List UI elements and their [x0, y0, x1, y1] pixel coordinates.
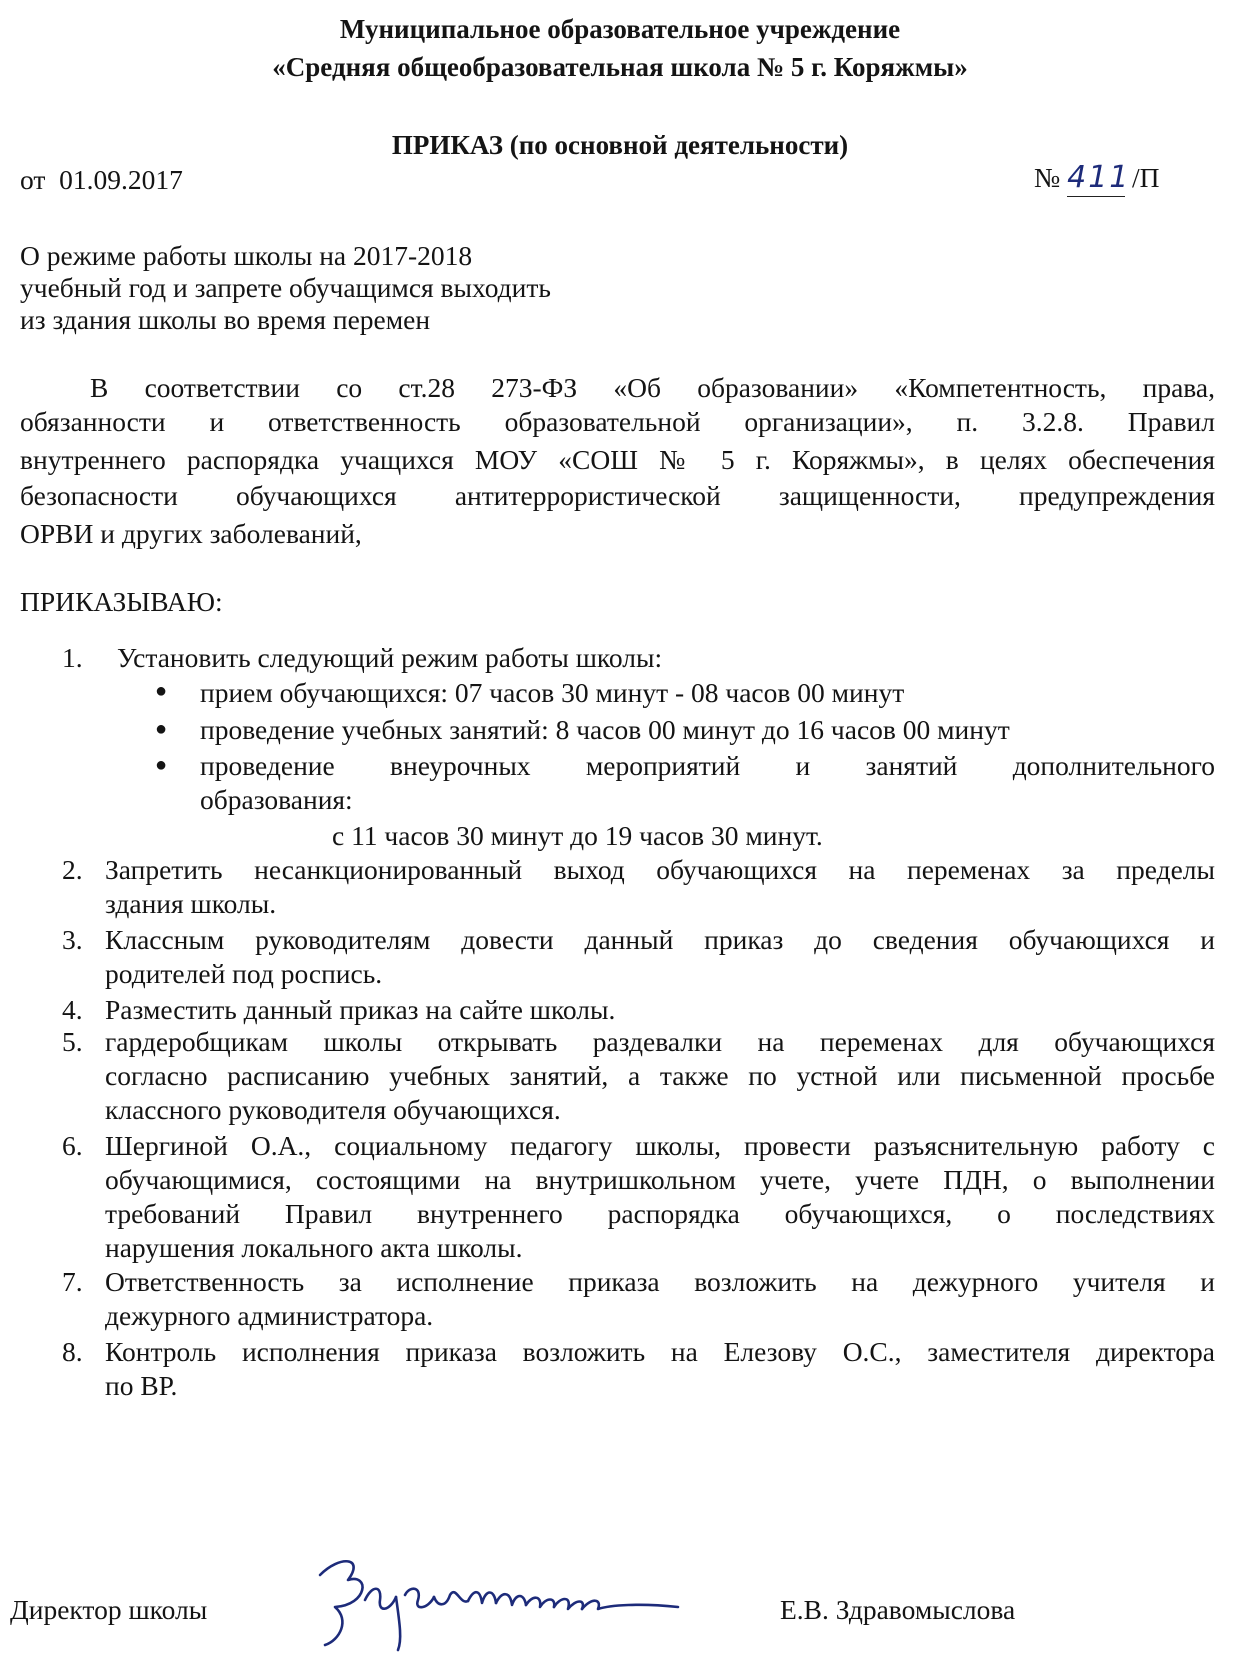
bullet-item-3-cont: образования:: [200, 784, 353, 815]
item-1-text: Установить следующий режим работы школы:: [117, 642, 663, 673]
item-2-line-1: Запретить несанкционированный выход обучающихся на переменах за пределы: [105, 854, 1215, 885]
preamble-line-5: ОРВИ и других заболеваний,: [20, 518, 362, 549]
item-7-line-2: дежурного администратора.: [105, 1300, 434, 1331]
organization-name-line2: «Средняя общеобразовательная школа № 5 г. Коряжмы»: [272, 52, 968, 82]
item-3-line-2: родителей под роспись.: [105, 958, 383, 989]
item-7-line-1: Ответственность за исполнение приказа возложить на дежурного учителя и: [105, 1266, 1215, 1297]
item-number: 3.: [62, 924, 83, 955]
preamble-line-3: внутреннего распорядка учащихся МОУ «СОШ № 5 г. Коряжмы», в целях обеспечения: [20, 444, 1215, 475]
item-number: 8.: [62, 1336, 83, 1367]
subject-line-3: из здания школы во время перемен: [20, 304, 431, 335]
subject-line-2: учебный год и запрете обучащимся выходить: [20, 272, 551, 303]
item-6-line-4: нарушения локального акта школы.: [105, 1232, 523, 1263]
bullet-item-3: проведение внеурочных мероприятий и занятий дополнительного: [200, 750, 1215, 781]
preamble-line-1: В соответствии со ст.28 273-ФЗ «Об образовании» «Компетентность, права,: [90, 372, 1215, 403]
item-5-line-1: гардеробщикам школы открывать раздевалки на переменах для обучающихся: [105, 1026, 1215, 1057]
item-number: 5.: [62, 1026, 83, 1057]
number-suffix: /П: [1132, 162, 1160, 193]
item-number: 4.: [62, 994, 83, 1025]
item-number: 7.: [62, 1266, 83, 1297]
item-3-line-1: Классным руководителям довести данный приказ до сведения обучающихся и: [105, 924, 1215, 955]
number-prefix: №: [1034, 162, 1061, 193]
item-6-line-1: Шергиной О.А., социальному педагогу школы, провести разъяснительную работу с: [105, 1130, 1215, 1161]
bullet-icon: ●: [155, 680, 168, 702]
date-label: от: [20, 164, 46, 195]
organization-name-line1: Муниципальное образовательное учреждение: [339, 14, 901, 44]
bullet-item-2: проведение учебных занятий: 8 часов 00 минут до 16 часов 00 минут: [200, 714, 1010, 745]
item-6-line-2: обучающимися, состоящими на внутришкольном учете, учете ПДН, о выполнении: [105, 1164, 1215, 1195]
item-number: 1.: [62, 642, 83, 673]
item-8-line-2: по ВР.: [105, 1370, 178, 1401]
handwritten-order-number: 411: [1067, 160, 1131, 195]
item-6-line-3: требований Правил внутреннего распорядка обучающихся, о последствиях: [105, 1198, 1215, 1229]
signatory-position: Директор школы: [10, 1594, 208, 1625]
document-title: ПРИКАЗ (по основной деятельности): [391, 130, 849, 160]
item-number: 6.: [62, 1130, 83, 1161]
subject-line-1: О режиме работы школы на 2017-2018: [20, 240, 473, 271]
item-5-line-3: классного руководителя обучающихся.: [105, 1094, 561, 1125]
time-range: с 11 часов 30 минут до 19 часов 30 минут.: [332, 820, 823, 851]
preamble-line-4: безопасности обучающихся антитеррористической защищенности, предупреждения: [20, 480, 1215, 511]
item-8-line-1: Контроль исполнения приказа возложить на Елезову О.С., заместителя директора: [105, 1336, 1215, 1367]
bullet-icon: ●: [155, 718, 168, 740]
item-number: 2.: [62, 854, 83, 885]
bullet-item-1: прием обучающихся: 07 часов 30 минут - 08 часов 00 минут: [200, 677, 905, 708]
date-line: [20, 162, 183, 198]
item-5-line-2: согласно расписанию учебных занятий, а также по устной или письменной просьбе: [105, 1060, 1215, 1091]
handwritten-signature: [310, 1545, 690, 1655]
signatory-name: Е.В. Здравомыслова: [780, 1594, 1016, 1625]
preamble-line-2: обязанности и ответственность образовательной организации», п. 3.2.8. Правил: [20, 406, 1215, 437]
bullet-icon: ●: [155, 754, 168, 776]
order-word: ПРИКАЗЫВАЮ:: [20, 586, 223, 617]
order-number: [1034, 160, 1160, 197]
item-2-line-2: здания школы.: [105, 888, 277, 919]
order-date: 01.09.2017: [59, 164, 183, 195]
item-4-line-1: Разместить данный приказ на сайте школы.: [105, 994, 616, 1025]
